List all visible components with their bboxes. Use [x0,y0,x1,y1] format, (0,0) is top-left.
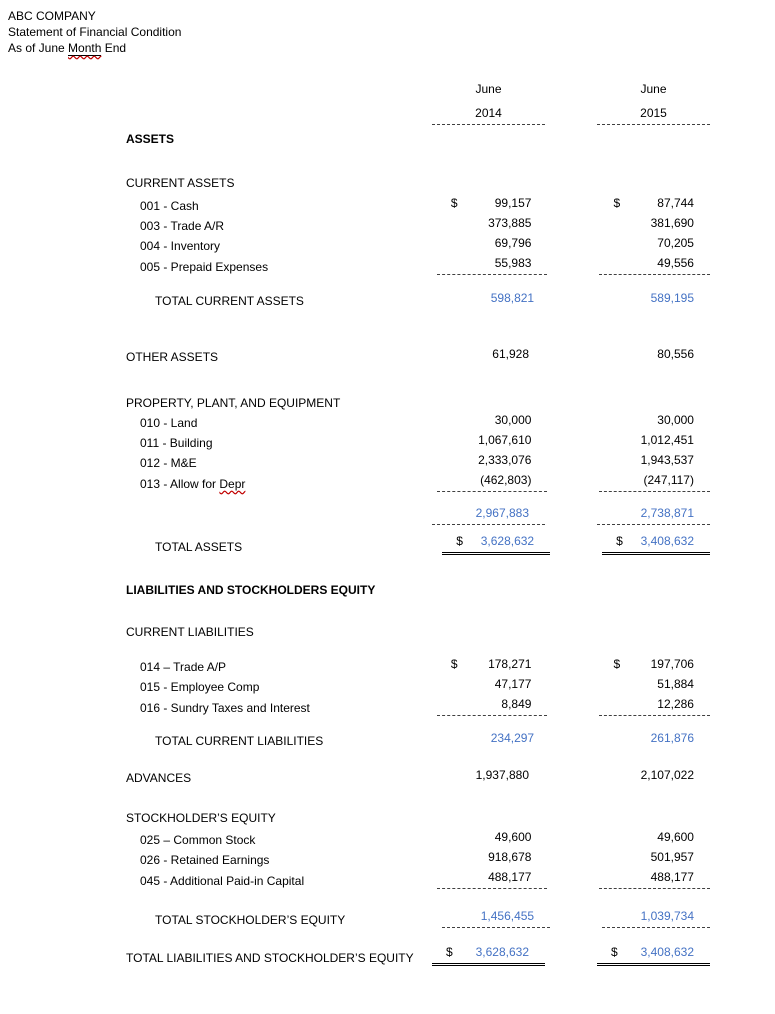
amount: 1,456,455 [480,909,535,923]
line-item-sundry-taxes [126,695,710,716]
amount: 488,177 [488,870,532,884]
column-2015-year: 2015 [597,104,710,125]
amount: 80,556 [657,347,694,361]
value-cell-2015 [597,504,710,525]
other-assets-row [126,345,710,365]
line-item-label: 010 - Land [140,416,198,430]
value-cell-2014 [442,289,550,309]
column-2014-month: June [475,82,502,96]
section-assets [126,127,710,147]
amount: 99,157 [494,196,532,210]
value-cell-2014 [432,345,545,365]
value-cell-2014 [437,675,548,695]
line-item-label: 014 – Trade A/P [140,660,227,674]
value-cell-2014 [437,695,548,716]
line-item-label: 004 - Inventory [140,239,221,253]
value-cell-2014 [437,411,548,431]
amount: 70,205 [657,236,694,250]
value-cell-2015 [599,431,710,451]
amount: 12,286 [657,697,694,711]
line-item-label: 013 - Allow for Depr [140,477,246,491]
value-cell-2015 [602,907,710,928]
line-item-additional-paid-in-capital [126,868,710,889]
value-cell-2014 [437,451,548,471]
line-item-employee-comp [126,675,710,695]
value-cell-2014 [432,766,545,786]
amount: 234,297 [490,731,535,745]
amount: 51,884 [657,677,694,691]
value-cell-2014 [437,234,548,254]
amount: 49,556 [657,256,694,270]
line-item-building [126,431,710,451]
header-current-liabilities [126,620,710,640]
value-cell-2014 [432,943,545,966]
currency-symbol: $ [613,657,621,671]
header-current-assets [126,171,710,191]
line-item-label: 005 - Prepaid Expenses [140,260,269,274]
currency-symbol: $ [613,196,621,210]
group-label: CURRENT LIABILITIES [126,625,254,639]
amount: 598,821 [490,291,535,305]
line-item-common-stock [126,828,710,848]
amount: 47,177 [494,677,532,691]
ppe-subtotal-row [126,504,710,525]
amount: 2,107,022 [640,768,694,782]
total-label: TOTAL CURRENT LIABILITIES [155,734,324,748]
value-cell-2014 [432,504,545,525]
total-assets-row [126,532,710,555]
amount: 8,849 [501,697,532,711]
amount: 178,271 [488,657,532,671]
value-cell-2015 [602,532,710,555]
as-of-suffix: End [104,41,127,55]
line-item-label: 025 – Common Stock [140,833,256,847]
advances-row [126,766,710,786]
line-item-cash [126,194,710,214]
value-cell-2015 [599,655,710,675]
amount: 3,408,632 [640,945,694,959]
value-cell-2015 [602,289,710,309]
line-item-label: 001 - Cash [140,199,199,213]
amount: 30,000 [657,413,694,427]
total-liabilities-and-equity-row [126,943,710,966]
value-cell-2015 [599,868,710,889]
value-cell-2014 [437,868,548,889]
line-item-prepaid-expenses [126,254,710,275]
currency-symbol: $ [450,196,458,210]
section-label: ASSETS [126,132,175,146]
total-stockholders-equity-row [126,907,710,928]
amount: 501,957 [650,850,694,864]
statement-title: Statement of Financial Condition [8,25,182,39]
amount: 1,943,537 [640,453,694,467]
value-cell-2015 [599,411,710,431]
header-ppe [126,391,710,411]
value-cell-2015 [597,943,710,966]
line-item-trade-ar [126,214,710,234]
value-cell-2014 [437,655,548,675]
group-label: ADVANCES [126,771,192,785]
amount: 49,600 [494,830,532,844]
value-cell-2015 [599,451,710,471]
amount: 3,628,632 [480,534,535,548]
amount: 49,600 [657,830,694,844]
currency-symbol: $ [616,534,623,548]
value-cell-2015 [599,675,710,695]
value-cell-2014 [437,194,548,214]
total-label: TOTAL CURRENT ASSETS [155,294,304,308]
section-liabilities [126,578,710,598]
line-item-inventory [126,234,710,254]
amount: 373,885 [488,216,532,230]
amount: 30,000 [494,413,532,427]
header-stockholders-equity [126,806,710,826]
column-2015-month: June [640,82,667,96]
currency-symbol: $ [446,945,453,959]
amount: 1,937,880 [475,768,529,782]
currency-symbol: $ [456,534,463,548]
amount: 1,039,734 [640,909,695,923]
value-cell-2014 [437,214,548,234]
line-item-label: 016 - Sundry Taxes and Interest [140,701,310,715]
document-header [8,8,181,56]
amount: (247,117) [643,473,694,487]
misspelled-word: Depr [219,477,246,491]
amount: 918,678 [488,850,532,864]
value-cell-2014 [437,828,548,848]
amount: 488,177 [650,870,694,884]
amount: 1,067,610 [478,433,532,447]
group-label: CURRENT ASSETS [126,176,235,190]
value-cell-2014 [437,254,548,275]
line-item-land [126,411,710,431]
line-item-machinery-equipment [126,451,710,471]
financial-table [126,80,710,966]
amount: 381,690 [650,216,694,230]
value-cell-2015 [599,234,710,254]
amount: 55,983 [494,256,532,270]
amount: 1,012,451 [640,433,694,447]
total-current-liabilities-row [126,729,710,749]
value-cell-2014 [442,729,550,749]
line-item-retained-earnings [126,848,710,868]
total-label: TOTAL STOCKHOLDER’S EQUITY [155,913,346,927]
amount: 589,195 [650,291,695,305]
value-cell-2015 [599,848,710,868]
value-cell-2015 [599,214,710,234]
total-current-assets-row [126,289,710,309]
line-item-trade-ap [126,655,710,675]
value-cell-2015 [597,766,710,786]
as-of-prefix: As of June [8,41,65,55]
currency-symbol: $ [611,945,618,959]
value-cell-2015 [597,345,710,365]
amount: 2,967,883 [475,506,529,520]
company-name: ABC COMPANY [8,9,96,23]
group-label: PROPERTY, PLANT, AND EQUIPMENT [126,396,341,410]
amount: 61,928 [492,347,529,361]
value-cell-2015 [599,254,710,275]
amount: 87,744 [657,196,694,210]
value-cell-2015 [599,828,710,848]
line-item-allow-for-depr [126,471,710,492]
column-2014-year: 2014 [432,104,545,125]
amount: 3,408,632 [640,534,695,548]
line-item-label: 045 - Additional Paid-in Capital [140,874,305,888]
total-label: TOTAL LIABILITIES AND STOCKHOLDER’S EQUITY [126,951,414,965]
amount: 69,796 [494,236,532,250]
amount: (462,803) [480,473,532,487]
line-item-label: 012 - M&E [140,456,197,470]
group-label: OTHER ASSETS [126,350,219,364]
line-item-label: 011 - Building [140,436,213,450]
value-cell-2014 [437,431,548,451]
amount: 197,706 [650,657,694,671]
line-item-label: 003 - Trade A/R [140,219,225,233]
column-header-month-row [126,80,710,100]
value-cell-2014 [437,471,548,492]
value-cell-2014 [442,907,550,928]
line-item-label: 015 - Employee Comp [140,680,260,694]
value-cell-2015 [599,471,710,492]
month-placeholder-field: Month [68,41,102,55]
value-cell-2015 [602,729,710,749]
amount: 2,738,871 [640,506,694,520]
as-of-line [8,40,181,56]
currency-symbol: $ [450,657,458,671]
line-item-label: 026 - Retained Earnings [140,853,270,867]
amount: 3,628,632 [475,945,529,959]
total-label: TOTAL ASSETS [155,540,243,554]
column-header-year-row [126,104,710,125]
section-label: LIABILITIES AND STOCKHOLDERS EQUITY [126,583,376,597]
amount: 2,333,076 [478,453,532,467]
value-cell-2014 [437,848,548,868]
value-cell-2015 [599,194,710,214]
amount: 261,876 [650,731,695,745]
value-cell-2015 [599,695,710,716]
group-label: STOCKHOLDER’S EQUITY [126,811,276,825]
value-cell-2014 [442,532,550,555]
